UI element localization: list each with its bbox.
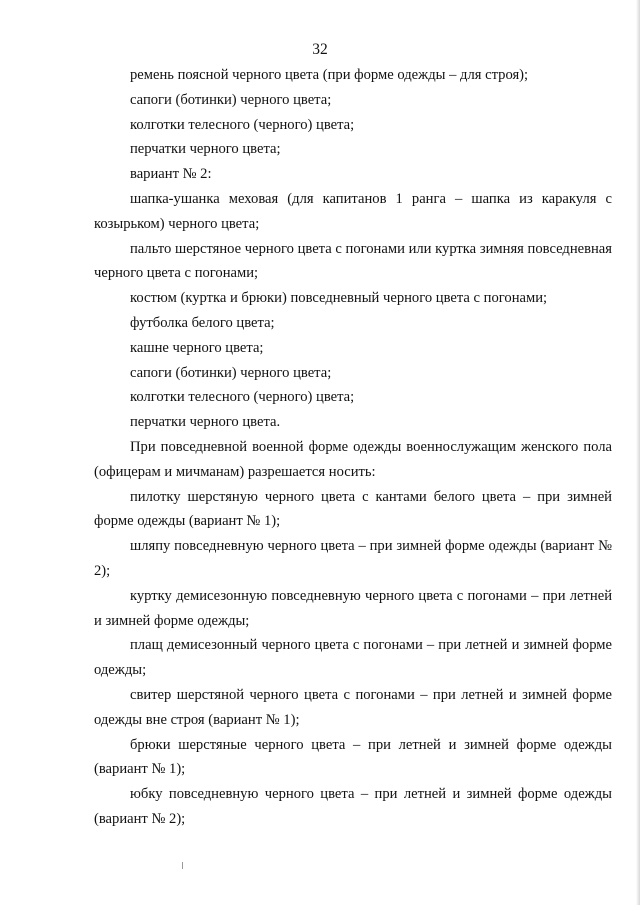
paragraph: костюм (куртка и брюки) повседневный черного цвета с погонами;: [130, 290, 548, 307]
paragraph: шляпу повседневную черного цвета – при зимней форме одежды (вариант № 2);: [94, 538, 612, 579]
paragraph: колготки телесного (черного) цвета;: [130, 389, 355, 406]
paragraph: вариант № 2:: [130, 166, 212, 183]
paragraph: юбку повседневную черного цвета – при летней и зимней форме одежды (вариант № 2);: [94, 786, 612, 827]
paragraph: При повседневной военной форме одежды военнослужащим женского пола (офицерам и мичманам) разрешается носить:: [94, 438, 612, 480]
paragraph: перчатки черного цвета.: [130, 414, 281, 431]
paragraph: кашне черного цвета;: [130, 339, 264, 356]
paragraph: свитер шерстяной черного цвета с погонами – при летней и зимней форме одежды вне строя (вариант № 1);: [94, 686, 612, 728]
page-number: 32: [312, 41, 328, 58]
paragraph: колготки телесного (черного) цвета;: [130, 116, 355, 133]
paragraph: перчатки черного цвета;: [130, 141, 281, 158]
paragraph: пальто шерстяное черного цвета с погонами или куртка зимняя повседневная черного цвета с погонами;: [94, 240, 612, 282]
paragraph: куртку демисезонную повседневную черного цвета с погонами – при летней и зимней форме одежды;: [94, 587, 612, 629]
paragraph: ремень поясной черного цвета (при форме одежды – для строя);: [130, 67, 529, 83]
paragraph: брюки шерстяные черного цвета – при летней и зимней форме одежды (вариант № 1);: [94, 736, 612, 778]
scan-edge: [636, 0, 640, 905]
paragraph: плащ демисезонный черного цвета с погонами – при летней и зимней форме одежды;: [94, 637, 612, 679]
paragraph: сапоги (ботинки) черного цвета;: [130, 91, 332, 108]
paragraph: сапоги (ботинки) черного цвета;: [130, 364, 332, 381]
document-body: [94, 63, 612, 832]
paragraph: шапка-ушанка меховая (для капитанов 1 ранга – шапка из каракуля с козырьком) черного цвета;: [94, 190, 612, 232]
paragraph: пилотку шерстяную черного цвета с кантами белого цвета – при зимней форме одежды (вариант № 1);: [94, 488, 612, 530]
paragraph: футболка белого цвета;: [130, 314, 275, 331]
scan-speck: [182, 862, 183, 869]
